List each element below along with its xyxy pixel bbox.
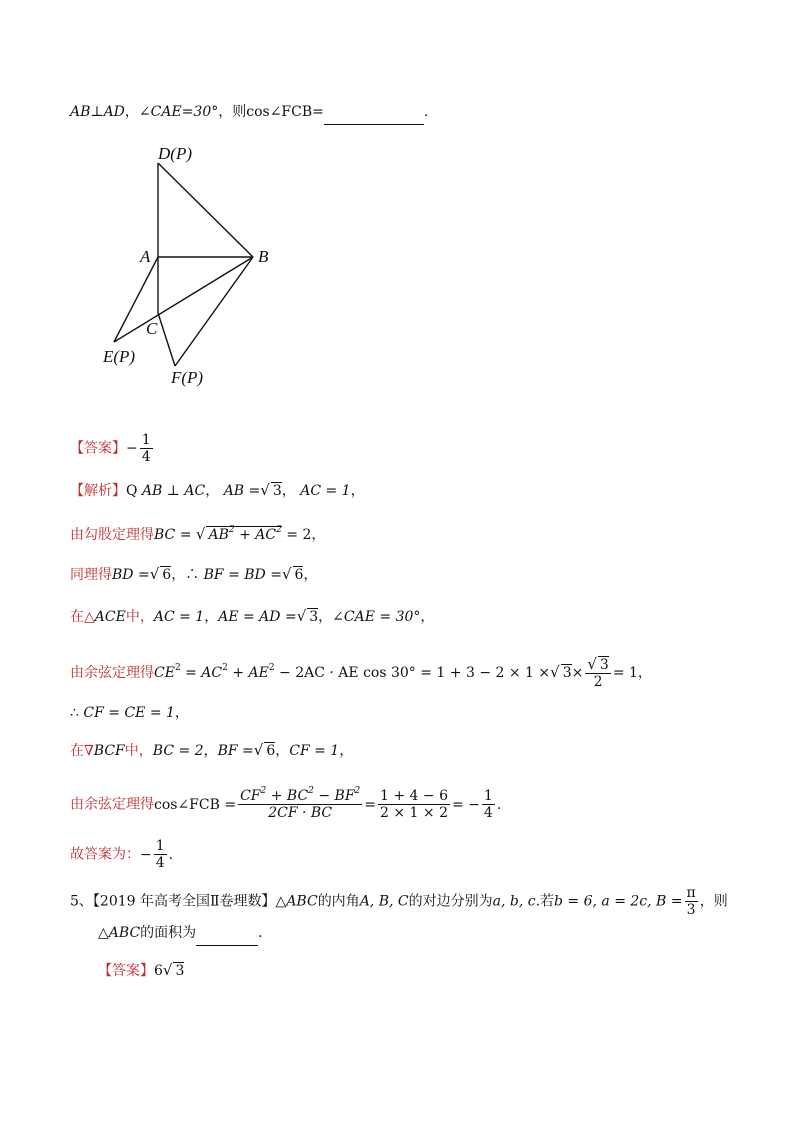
- final-fraction: $\frac{1}{4}$: [155, 838, 165, 871]
- answer-5-line: 【答案】6√ 3: [98, 961, 185, 979]
- analysis-line-9: 故答案为：− $\frac{1}{4}$ .: [70, 838, 174, 871]
- answer-blank: [324, 104, 424, 125]
- analysis-line-6: ∴ CF = CE = 1，: [70, 705, 189, 721]
- geometry-figure: [95, 135, 355, 395]
- intro-line: AB⊥AD，∠CAE=30°，则cos∠FCB= .: [70, 102, 428, 125]
- area-blank: [196, 925, 258, 946]
- analysis-line-5: 由余弦定理得$CE^2 = AC^2 + AE^2 - 2AC$ · AE cos 30° = 1 + 3 − 2 × 1 ×√ 3× $\frac{√ 3}{2}$ = 1，: [70, 655, 652, 690]
- segment-dp-b: [158, 163, 253, 257]
- segment-e-b: [114, 257, 253, 342]
- sqrt-sum: $AB^2 + AC^2$: [208, 525, 282, 543]
- answer-5-tag: 【答案】: [98, 963, 154, 979]
- analysis-line-8: 由余弦定理得cos∠FCB = $\frac{CF^2 + BC^2 - BF^2}{2CF \cdot BC}$ = $\frac{1 + 4 - 6}{2 \times 1 \times 2}$ = − $\frac{1}{4}$ .: [70, 786, 502, 821]
- answer-fraction: $\frac{1}{4}$: [141, 432, 151, 465]
- analysis-tag: 【解析】: [70, 483, 126, 499]
- segment-f-b: [175, 257, 253, 366]
- label-d: D(P): [158, 144, 192, 163]
- label-e: E(P): [103, 347, 136, 366]
- label-a: A: [140, 247, 151, 266]
- analysis-line-3: 同理得BD =√ 6，∴ BF = BD =√ 6，: [70, 565, 318, 583]
- label-f: F(P): [171, 368, 204, 387]
- analysis-line-1: 【解析】Q AB ⊥ AC， AB =√ 3， AC = 1，: [70, 481, 365, 499]
- result-fraction: $\frac{1}{4}$: [483, 788, 493, 821]
- ab-perp-ad: AB⊥AD: [70, 104, 125, 120]
- pi-over-3: $\frac{\pi}{3}$: [686, 885, 696, 918]
- sqrt3-over-2: $\frac{√ 3}{2}$: [587, 655, 609, 690]
- analysis-line-2: 由勾股定理得BC = √ $AB^2 + AC^2 = 2$，: [70, 525, 326, 543]
- angle-cae: ∠CAE=30°: [138, 104, 219, 120]
- question-5-line-1: 5、【2019 年高考全国Ⅱ卷理数】△ABC的内角A, B, C的对边分别为a, b, c.若b = 6, a = 2c, B = $\frac{\pi}{3}$ ，则: [70, 885, 728, 918]
- question-5-line-2: △ABC的面积为 ．: [98, 923, 272, 946]
- answer-tag: 【答案】: [70, 440, 126, 457]
- question-source-tag: 【2019 年高考全国Ⅱ卷理数】: [92, 893, 276, 910]
- label-c: C: [146, 319, 158, 338]
- label-b: B: [258, 247, 269, 266]
- analysis-line-7: 在∇BCF中，BC = 2，BF =√ 6，CF = 1，: [70, 741, 354, 759]
- segment-c-f: [158, 313, 175, 366]
- numeric-fraction: $\frac{1 + 4 - 6}{2 \times 1 \times 2}$: [380, 788, 448, 821]
- cosine-law-fraction: $\frac{CF^2 + BC^2 - BF^2}{2CF \cdot BC}$: [240, 786, 361, 821]
- analysis-line-4: 在△ACE中，AC = 1，AE = AD =√ 3，∠CAE = 30°，: [70, 607, 435, 625]
- cos-fcb: cos∠FCB=: [246, 104, 324, 120]
- answer-line: 【答案】− $\frac{1}{4}$: [70, 432, 151, 465]
